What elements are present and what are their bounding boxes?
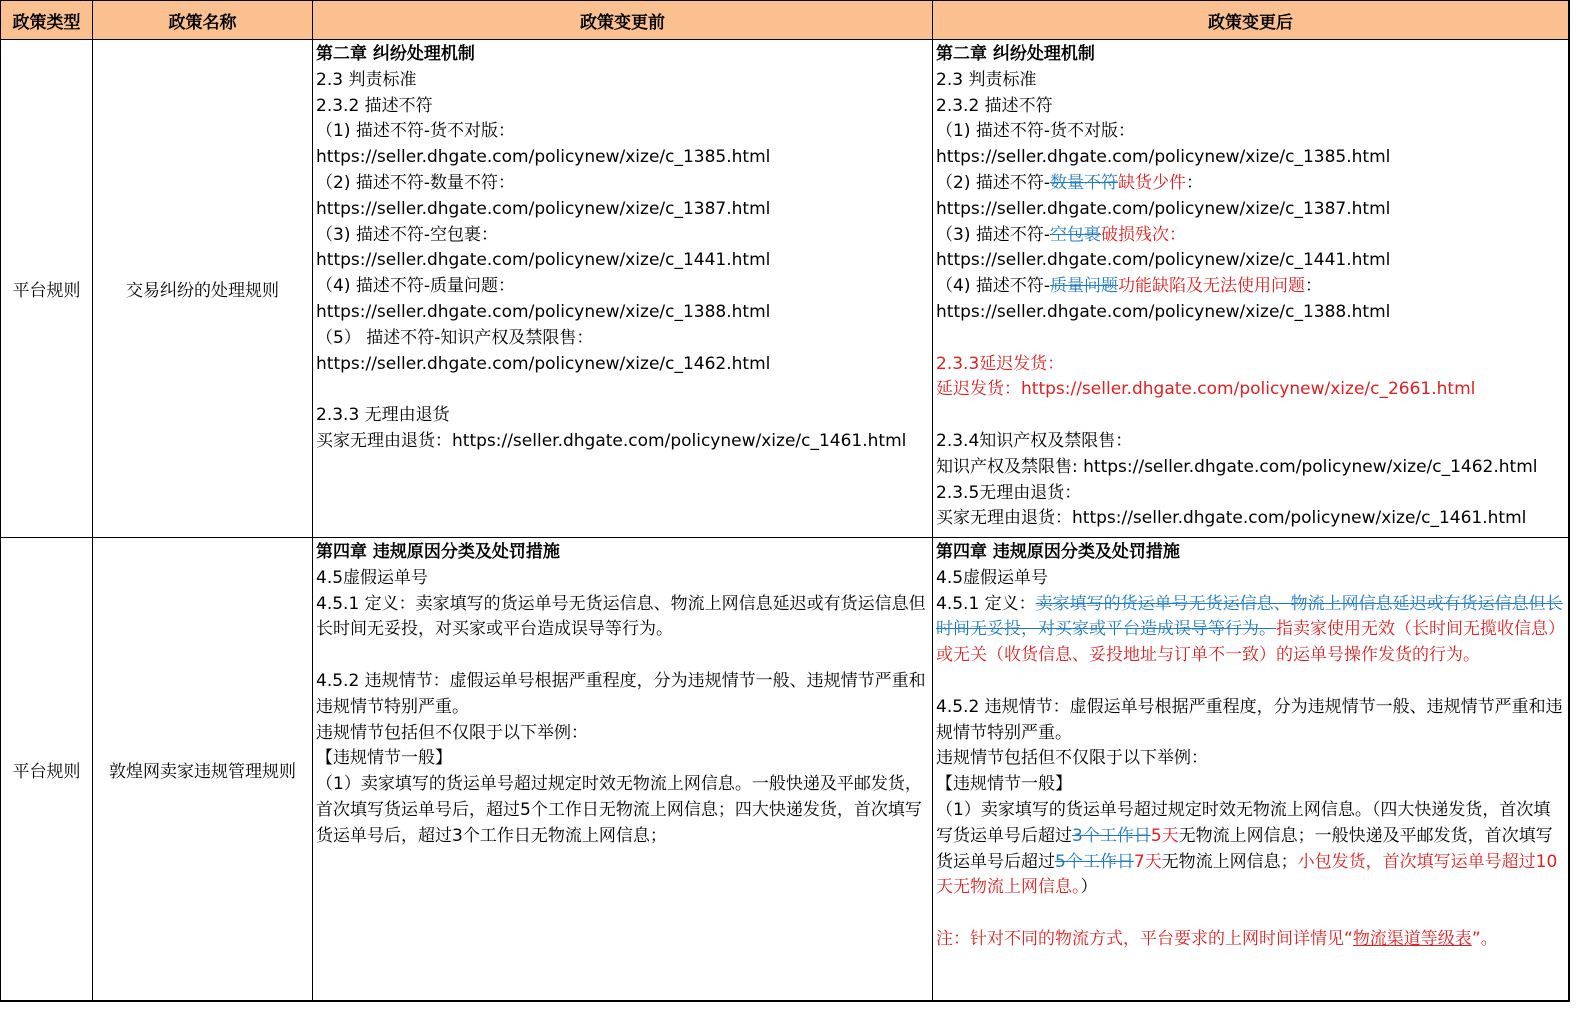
before-link: https://seller.dhgate.com/policynew/xize/c_1388.html: [316, 301, 771, 322]
after-line: （1) 描述不符-货不对版：: [936, 121, 1135, 142]
after-link: https://seller.dhgate.com/policynew/xize/c_1441.html: [936, 250, 1391, 271]
before-paragraph: 4.5.2 违规情节：虚假运单号根据严重程度，分为违规情节一般、违规情节严重和违规情节特别严重。: [316, 670, 926, 717]
inserted-text: 缺货少件: [1118, 172, 1186, 193]
before-line: 【违规情节一般】: [316, 748, 452, 769]
text: （4) 描述不符-: [936, 276, 1050, 297]
cell-policy-name[interactable]: 敦煌网卖家违规管理规则: [93, 538, 313, 1001]
before-paragraph: （1）卖家填写的货运单号超过规定时效无物流上网信息。一般快递及平邮发货，首次填写货运单号后，超过5个工作日无物流上网信息；四大快递发货，首次填写货运单号后，超过3个工作日无物流上网信息；: [316, 774, 922, 846]
deleted-text: 5个工作日: [1055, 851, 1134, 872]
text: （1）卖家填写的货运单号超过规定时效无物流上网信息。（四大快递发货，首次填写货运单号后超过: [936, 799, 1551, 846]
inserted-text: 破损残次：: [1101, 224, 1186, 245]
before-line: 2.3.2 描述不符: [316, 95, 433, 116]
deleted-text: 3个工作日: [1072, 825, 1151, 846]
inserted-link: 延迟发货：https://seller.dhgate.com/policynew/xize/c_2661.html: [936, 379, 1476, 400]
inserted-text: 7天: [1133, 851, 1162, 872]
after-line: 违规情节包括但不仅限于以下举例：: [936, 748, 1208, 769]
after-link: https://seller.dhgate.com/policynew/xize/c_1385.html: [936, 147, 1391, 168]
before-paragraph: 4.5.1 定义：卖家填写的货运单号无货运信息、物流上网信息延迟或有货运信息但长时间无妥投，对买家或平台造成误导等行为。: [316, 593, 926, 640]
header-after[interactable]: 政策变更后: [933, 1, 1569, 40]
table-row: [1, 40, 1569, 538]
cell-before[interactable]: [313, 40, 933, 538]
logistics-grade-table-link[interactable]: 物流渠道等级表: [1352, 928, 1472, 949]
cell-before[interactable]: [313, 538, 933, 1001]
text: 4.5.1 定义：: [936, 593, 1036, 614]
before-link: https://seller.dhgate.com/policynew/xize/c_1387.html: [316, 198, 771, 219]
deleted-text: 质量问题: [1050, 276, 1118, 297]
after-line: 第四章 违规原因分类及处罚措施: [936, 542, 1180, 562]
cell-after[interactable]: [933, 538, 1569, 1001]
inserted-text: 小包发货，首次填写运单号超过10天无物流上网信息。: [936, 851, 1558, 898]
header-before[interactable]: 政策变更前: [313, 1, 933, 40]
deleted-text: 空包裹: [1050, 224, 1101, 245]
note-line: [936, 927, 1565, 953]
after-link: 知识产权及禁限售: https://seller.dhgate.com/policynew/xize/c_1462.html: [936, 456, 1538, 477]
inserted-line: 2.3.3延迟发货：: [936, 353, 1065, 374]
before-line: 2.3 判责标准: [316, 69, 417, 90]
before-link: 买家无理由退货：https://seller.dhgate.com/policynew/xize/c_1461.html: [316, 430, 907, 451]
cell-policy-type[interactable]: 平台规则: [1, 538, 93, 1001]
before-line: 第二章 纠纷处理机制: [316, 44, 475, 64]
before-line: 4.5虚假运单号: [316, 567, 429, 588]
before-line: （4) 描述不符-质量问题：: [316, 276, 515, 297]
before-line: （5） 描述不符-知识产权及禁限售：: [316, 327, 594, 348]
after-link: https://seller.dhgate.com/policynew/xize/c_1387.html: [936, 198, 1391, 219]
after-line: 2.3.2 描述不符: [936, 95, 1053, 116]
after-line: [936, 223, 1565, 249]
before-link: https://seller.dhgate.com/policynew/xize/c_1441.html: [316, 250, 771, 271]
text: （3) 描述不符-: [936, 224, 1050, 245]
before-line: 违规情节包括但不仅限于以下举例：: [316, 722, 588, 743]
text: ）: [1080, 877, 1098, 898]
text: ：: [1305, 276, 1322, 297]
after-line: 2.3.4知识产权及禁限售：: [936, 430, 1133, 451]
after-paragraph: [936, 592, 1565, 669]
after-line: [936, 274, 1565, 300]
before-link: https://seller.dhgate.com/policynew/xize/c_1462.html: [316, 353, 771, 374]
blank-line: [936, 669, 1565, 695]
header-policy-name[interactable]: 政策名称: [93, 1, 313, 40]
cell-policy-type[interactable]: 平台规则: [1, 40, 93, 538]
before-line: （2) 描述不符-数量不符：: [316, 172, 515, 193]
after-line: 【违规情节一般】: [936, 774, 1072, 795]
deleted-text: 数量不符: [1050, 172, 1118, 193]
before-link: https://seller.dhgate.com/policynew/xize/c_1385.html: [316, 147, 771, 168]
inserted-text: 5天: [1150, 825, 1179, 846]
before-line: （3) 描述不符-空包裹：: [316, 224, 498, 245]
after-line: [936, 171, 1565, 197]
text: 无物流上网信息；: [1161, 851, 1298, 872]
note-text: 注：针对不同的物流方式，平台要求的上网时间详情见“: [936, 928, 1353, 949]
deleted-text: 卖家填写的货运单号无货运信息、物流上网信息延迟或有货运信息但长时间无妥投，对买家或平台造成误导等行为。: [936, 593, 1563, 640]
blank-line: [936, 326, 1565, 352]
blank-line: [936, 403, 1565, 429]
header-policy-type[interactable]: 政策类型: [1, 1, 93, 40]
after-line: 第二章 纠纷处理机制: [936, 44, 1095, 64]
after-paragraph: 4.5.2 违规情节：虚假运单号根据严重程度，分为违规情节一般、违规情节严重和违规情节特别严重。: [936, 696, 1563, 743]
cell-policy-name[interactable]: 交易纠纷的处理规则: [93, 40, 313, 538]
after-link: 买家无理由退货：https://seller.dhgate.com/policynew/xize/c_1461.html: [936, 508, 1527, 529]
after-line: 2.3.5无理由退货：: [936, 482, 1082, 503]
header-row: [1, 1, 1569, 40]
note-text: ”。: [1471, 928, 1498, 949]
blank-line: [316, 377, 929, 403]
after-line: 4.5虚假运单号: [936, 567, 1049, 588]
after-link: https://seller.dhgate.com/policynew/xize/c_1388.html: [936, 301, 1391, 322]
text: 无物流上网信息；一般快递及平邮发货，首次填写货运单号后超过: [936, 825, 1553, 872]
after-line: 2.3 判责标准: [936, 69, 1037, 90]
before-line: （1) 描述不符-货不对版：: [316, 121, 515, 142]
before-line: 第四章 违规原因分类及处罚措施: [316, 542, 560, 562]
after-paragraph: [936, 798, 1565, 901]
cell-after[interactable]: [933, 40, 1569, 538]
inserted-text: 功能缺陷及无法使用问题: [1118, 276, 1305, 297]
blank-line: [316, 643, 929, 669]
inserted-text: 指卖家使用无效（长时间无揽收信息）或无关（收货信息、妥投地址与订单不一致）的运单号操作发货的行为。: [936, 619, 1565, 666]
text: ：: [1186, 172, 1203, 193]
before-line: 2.3.3 无理由退货: [316, 405, 450, 426]
text: （2) 描述不符-: [936, 172, 1050, 193]
blank-line: [936, 901, 1565, 927]
table-row: [1, 538, 1569, 1001]
